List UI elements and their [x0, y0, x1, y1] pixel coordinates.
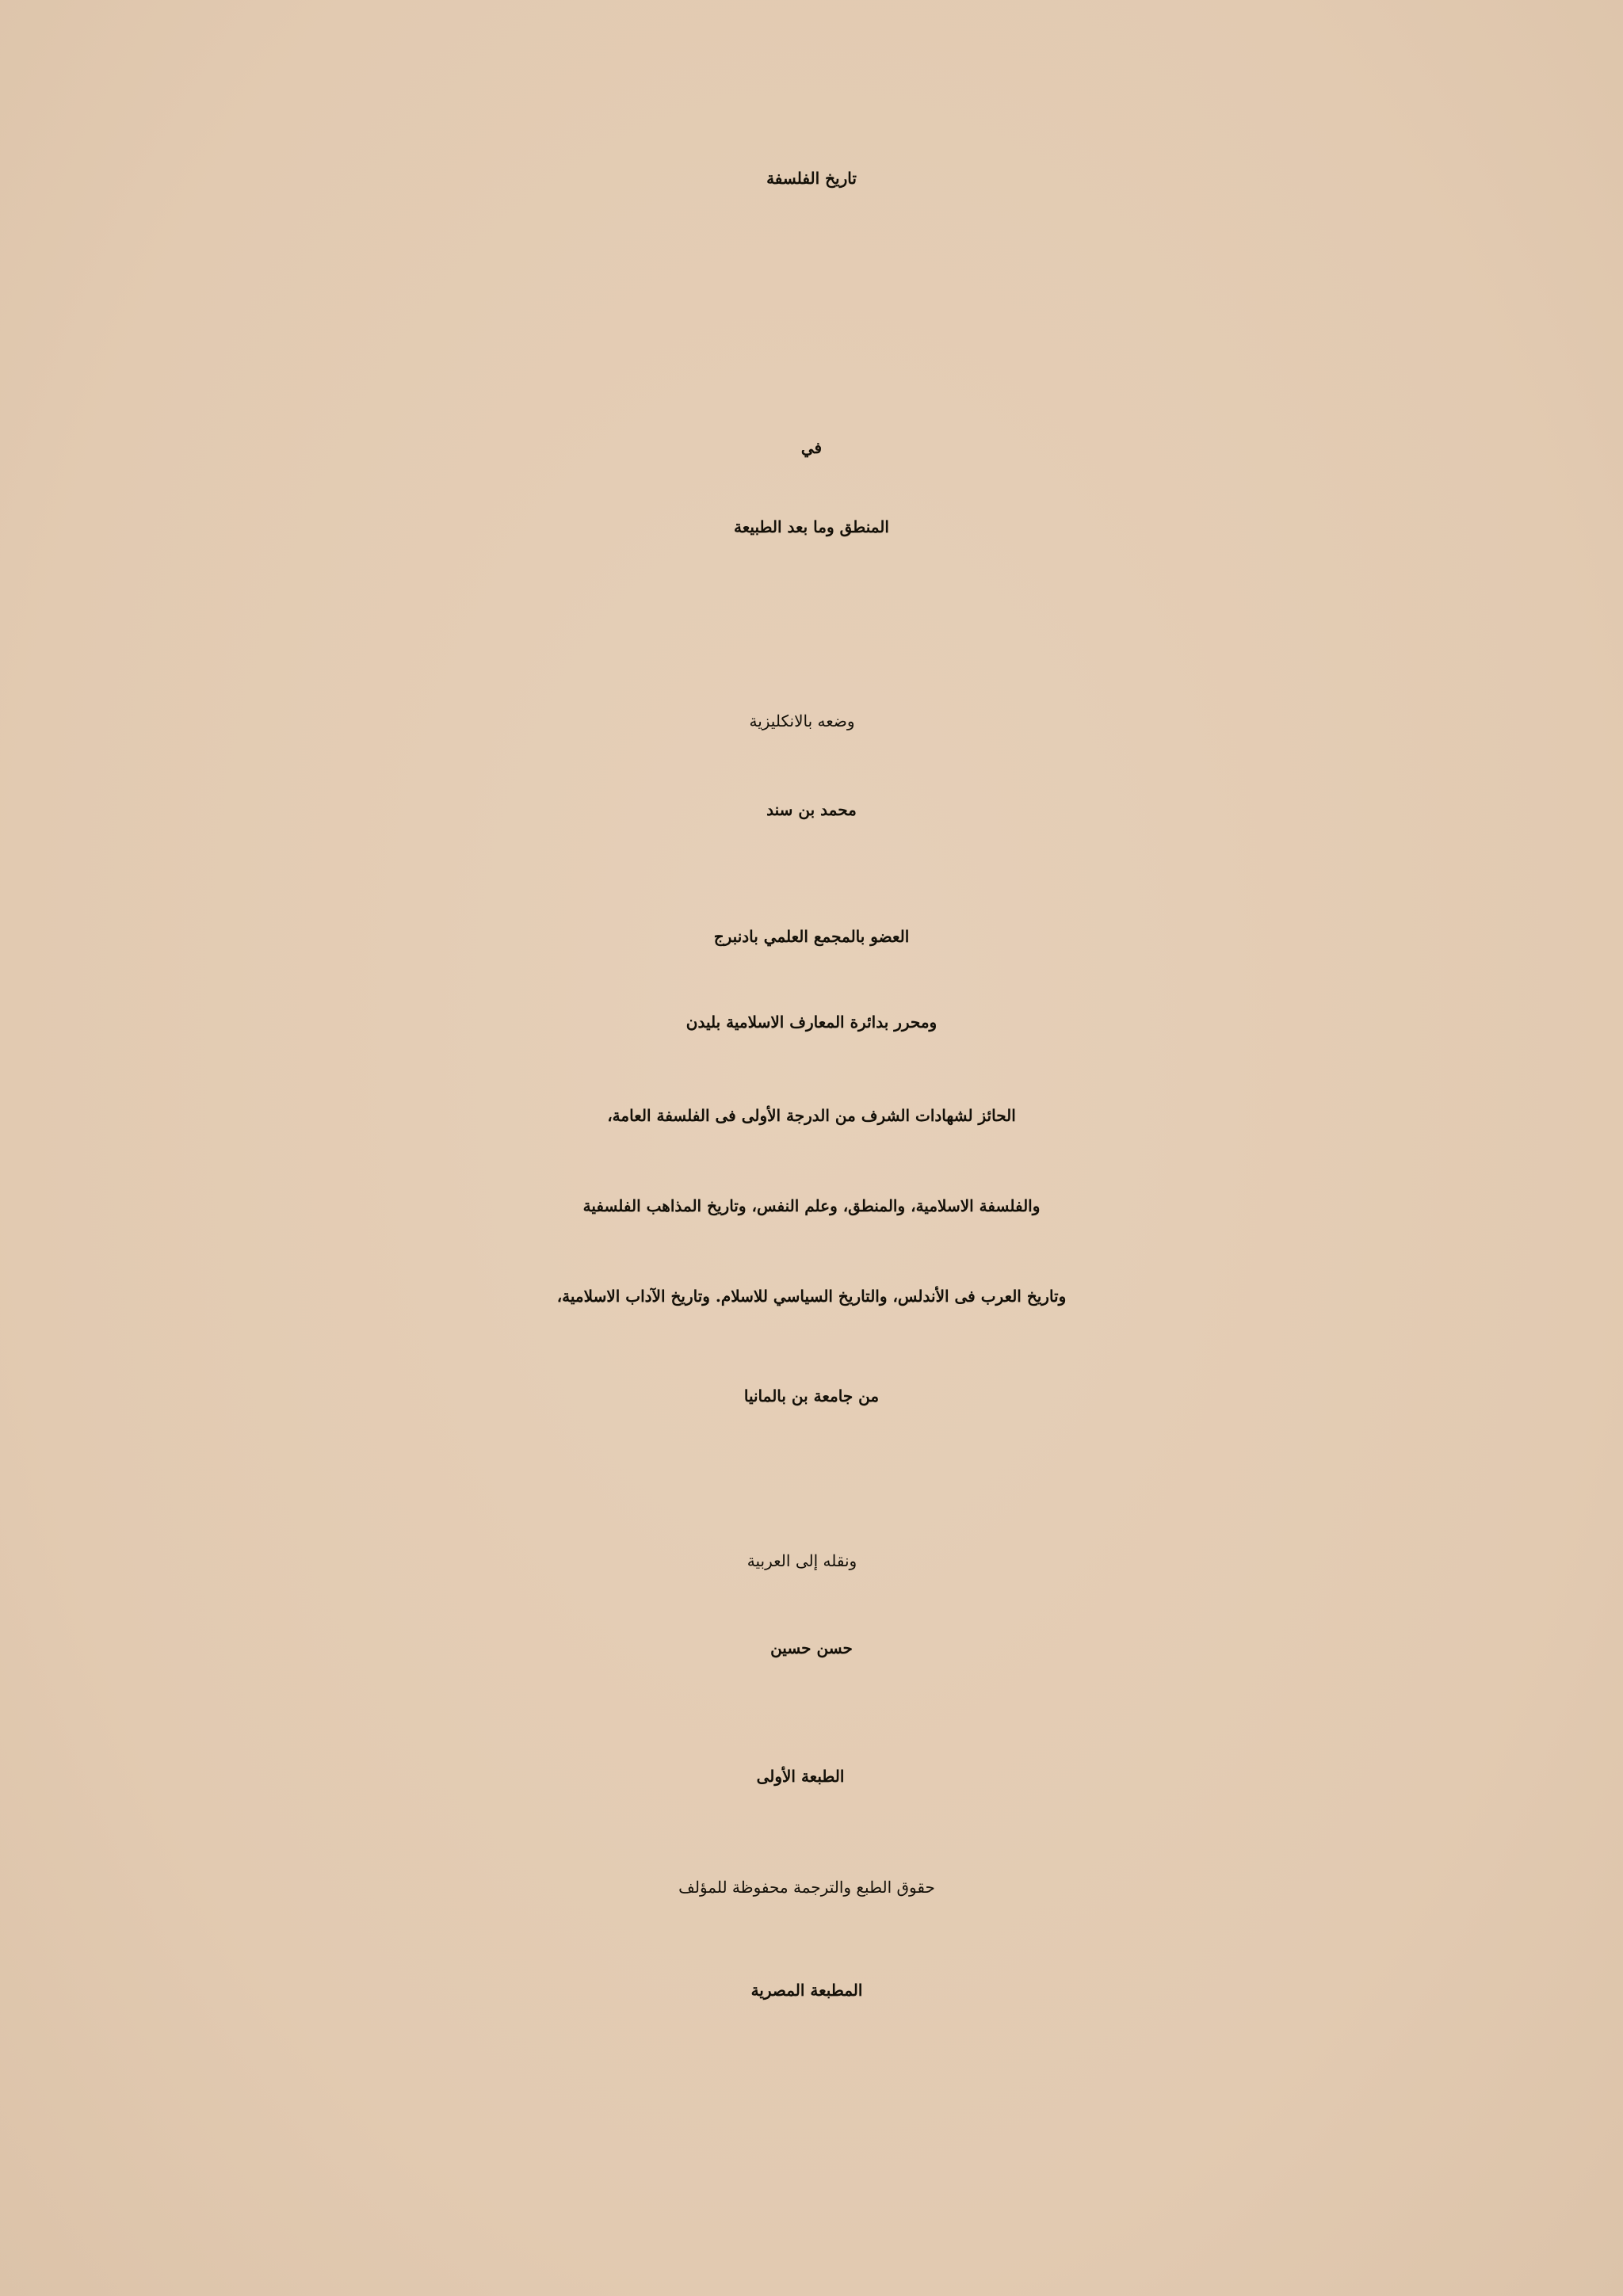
translator-name: حسن حسين [770, 1638, 853, 1657]
author-description-line: من جامعة بن بالمانيا [743, 1386, 880, 1405]
rights-notice: حقوق الطبع والترجمة محفوظة للمؤلف [678, 1878, 935, 1897]
publisher-name: المطبعة المصرية [750, 1981, 863, 2000]
author-description-line: العضو بالمجمع العلمي بادنبرج [713, 927, 910, 946]
book-title: تاريخ الفلسفة [766, 169, 857, 188]
author-description-line: والفلسفة الاسلامية، والمنطق، وعلم النفس، وتاريخ المذاهب الفلسفية [582, 1196, 1041, 1215]
arabic-credit-line: ونقله إلى العربية [747, 1551, 857, 1570]
author-description-line: وتاريخ العرب فى الأندلس، والتاريخ السياسي للاسلام. وتاريخ الآداب الاسلامية، [556, 1287, 1067, 1306]
author-name: محمد بن سند [766, 800, 857, 819]
book-subtitle: المنطق وما بعد الطبيعة [734, 517, 889, 536]
author-description-line: ومحرر بدائرة المعارف الاسلامية بليدن [685, 1013, 938, 1032]
title-preposition: في [800, 438, 823, 457]
author-description-line: الحائز لشهادات الشرف من الدرجة الأولى فى الفلسفة العامة، [607, 1106, 1016, 1125]
edition-label: الطبعة الأولى [756, 1767, 845, 1786]
english-credit-line: وضعه بالانكليزية [749, 711, 855, 730]
